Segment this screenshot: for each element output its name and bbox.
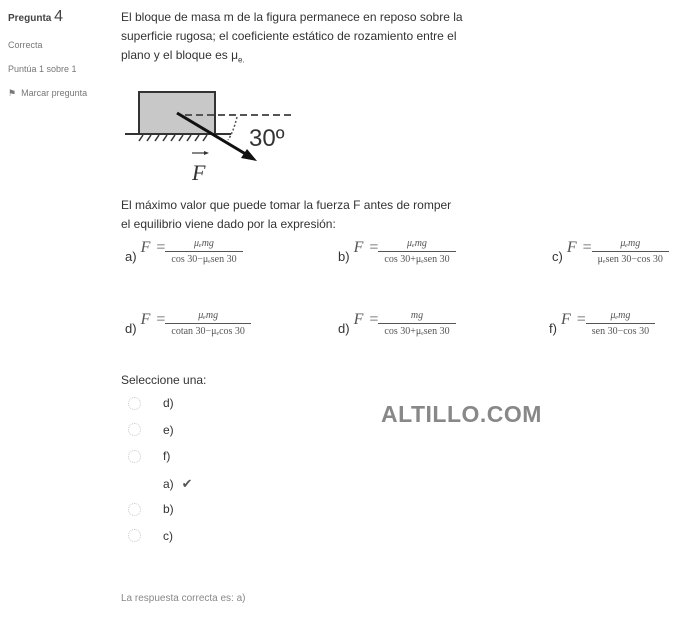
question-line: el equilibrio viene dado por la expresión: [121,217,336,231]
denominator: μₑsen 30−cos 30 [597,254,663,265]
question-number: 4 [54,8,64,25]
numerator: μₑmg [592,238,669,252]
fraction [598,238,663,265]
denominator: cotan 30−μₑcos 30 [171,326,245,337]
flag-question-link[interactable] [8,88,108,99]
question-score: Puntúa 1 sobre 1 [8,64,77,74]
formula-0 [125,238,237,265]
formula-label: b) [338,249,350,264]
numerator: μₑmg [165,310,251,324]
radio-button[interactable] [128,529,141,542]
radio-button[interactable] [128,503,141,516]
option-label: b) [163,502,174,516]
formula-lhs: F [140,238,151,256]
answer-option[interactable] [128,476,193,492]
formula-label: f) [549,321,557,336]
formula-lhs: F [353,310,364,328]
question-text-2 [121,196,451,234]
radio-button[interactable] [128,423,141,436]
fraction [592,310,649,337]
option-label: f) [163,449,171,463]
numerator: μₑmg [165,238,242,252]
block-force-diagram [121,88,301,188]
question-line [121,46,681,69]
answer-option[interactable] [128,449,170,463]
mu-subscript: e. [238,55,245,65]
watermark: ALTILLO.COM [381,401,542,427]
formula-1 [338,238,450,265]
formula-label: a) [125,249,137,264]
question-text [121,8,681,69]
angle-arc [228,117,237,140]
equals-sign: = [156,310,166,328]
question-label: Pregunta [8,13,52,24]
select-label: Seleccione una: [121,373,207,387]
angle-label: 30º [249,125,285,152]
denominator: cos 30+μₑsen 30 [384,254,450,265]
question-info [8,8,108,99]
numerator: mg [378,310,455,324]
answer-option[interactable] [128,423,174,437]
numerator: μₑmg [586,310,655,324]
option-label: a) [163,476,174,491]
question-line: El bloque de masa m de la figura permanece en reposo sobre la [121,10,463,24]
formula-lhs: F [140,310,151,328]
denominator: sen 30−cos 30 [591,326,650,337]
formula-3 [125,310,245,337]
denominator: cos 30−μₑsen 30 [171,254,237,265]
equals-sign: = [369,238,379,256]
formula-label: c) [552,249,563,264]
formula-label: d) [125,321,137,336]
fraction [171,238,236,265]
force-label: F [192,160,206,185]
numerator: μₑmg [378,238,455,252]
option-label: d) [163,396,174,410]
flag-icon: ⚑ [8,88,17,98]
question-line: El máximo valor que puede tomar la fuerza F antes de romper [121,198,452,212]
fraction [171,310,245,337]
fraction [384,238,449,265]
equals-sign: = [576,310,586,328]
answer-option[interactable] [128,502,174,516]
fraction [384,310,449,337]
answer-option[interactable] [128,396,174,410]
floor-hatching [139,135,207,141]
equals-sign: = [156,238,166,256]
option-label: c) [163,528,173,543]
answer-option[interactable] [128,529,173,543]
formula-2 [552,238,663,265]
radio-placeholder [128,477,141,490]
equals-sign: = [582,238,592,256]
checkmark-icon: ✔ [181,475,193,491]
radio-button[interactable] [128,397,141,410]
question-status: Correcta [8,40,43,50]
question-line: superficie rugosa; el coeficiente estático de rozamiento entre el [121,29,457,43]
formula-lhs: F [560,310,571,328]
flag-label: Marcar pregunta [21,88,88,98]
question-line-text: plano y el bloque es μ [121,48,238,62]
formula-lhs: F [566,238,577,256]
vector-bar-head [204,151,209,155]
denominator: cos 30+μₑsen 30 [384,326,450,337]
correct-answer-feedback: La respuesta correcta es: a) [121,593,246,604]
question-title [8,8,108,26]
formula-5 [549,310,649,337]
formula-lhs: F [353,238,364,256]
formula-4 [338,310,450,337]
equals-sign: = [369,310,379,328]
radio-button[interactable] [128,450,141,463]
option-label: e) [163,422,174,437]
formula-label: d) [338,321,350,336]
